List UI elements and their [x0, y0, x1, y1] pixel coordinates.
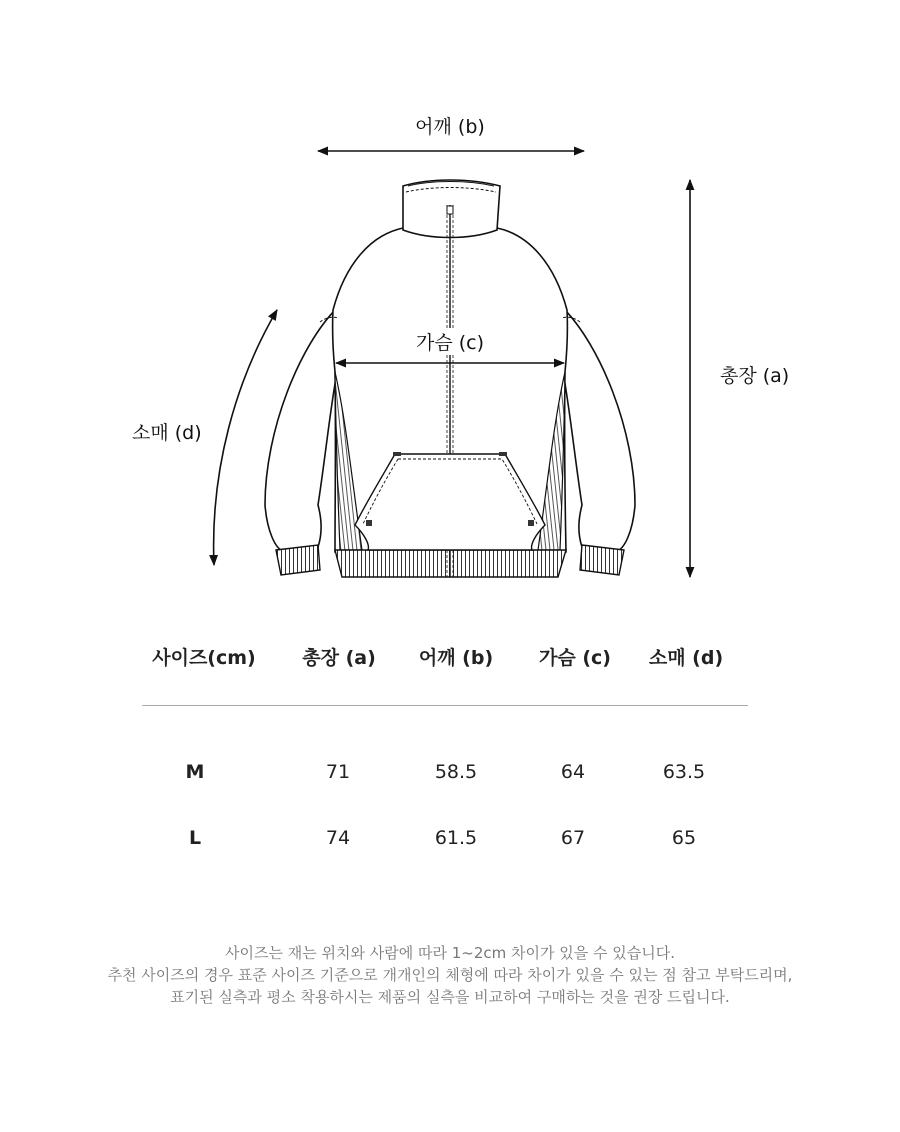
- shoulder-cell: 58.5: [434, 761, 478, 783]
- length-cell: 74: [325, 827, 351, 849]
- note-line: 표기된 실측과 평소 착용하시는 제품의 실측을 비교하여 구매하는 것을 권장 드립니다.: [170, 988, 730, 1006]
- left-sleeve: [265, 308, 337, 552]
- header-length: 총장 (a): [302, 647, 376, 669]
- right-cuff: [580, 545, 624, 575]
- header-sleeve: 소매 (d): [648, 647, 724, 669]
- shoulder-cell: 61.5: [434, 827, 478, 849]
- size-cell: M: [185, 761, 205, 783]
- size-cell: L: [188, 827, 202, 849]
- chest-cell: 67: [560, 827, 586, 849]
- header-size: 사이즈(cm): [152, 647, 256, 669]
- note-line: 추천 사이즈의 경우 표준 사이즈 기준으로 개개인의 체형에 따라 차이가 있을 수 있는 점 참고 부탁드리며,: [107, 966, 793, 984]
- table-divider: [142, 705, 748, 706]
- length-cell: 71: [325, 761, 351, 783]
- sleeve-label: 소매 (d): [132, 422, 202, 444]
- header-chest: 가슴 (c): [539, 647, 611, 669]
- header-shoulder: 어깨 (b): [418, 647, 494, 669]
- left-cuff: [276, 545, 320, 575]
- chest-label: 가슴 (c): [412, 328, 488, 355]
- sleeve-cell: 65: [671, 827, 697, 849]
- length-label: 총장 (a): [720, 365, 790, 387]
- sleeve-arrow: [214, 310, 277, 565]
- shoulder-label: 어깨 (b): [415, 116, 485, 138]
- right-sleeve: [563, 308, 635, 552]
- chest-cell: 64: [560, 761, 586, 783]
- note-line: 사이즈는 재는 위치와 사람에 따라 1~2cm 차이가 있을 수 있습니다.: [225, 944, 675, 962]
- sleeve-cell: 63.5: [662, 761, 706, 783]
